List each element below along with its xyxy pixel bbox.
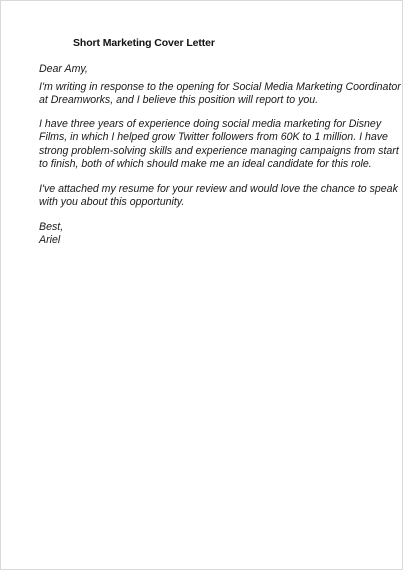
paragraph-opening [39, 81, 401, 108]
salutation-text: Dear Amy, [39, 63, 88, 75]
paragraph-line: strong problem-solving skills and experience managing campaigns from start [39, 144, 399, 157]
paragraph-line: at Dreamworks, and I believe this position will report to you. [39, 94, 319, 107]
paragraph-line: with you about this opportunity. [39, 196, 185, 209]
paragraph-line: I'm writing in response to the opening for Social Media Marketing Coordinator [39, 81, 401, 93]
paragraph-line: to finish, both of which should make me an ideal candidate for this role. [39, 158, 372, 171]
paragraph-closing [39, 183, 398, 210]
paragraph-line: Films, in which I helped grow Twitter followers from 60K to 1 million. I have [39, 131, 388, 144]
sign-off [39, 221, 375, 248]
closing-text: Best, [39, 221, 64, 233]
paragraph-experience [39, 118, 399, 172]
paragraph-line: I have three years of experience doing social media marketing for Disney [39, 118, 382, 130]
signature-text: Ariel [39, 234, 61, 247]
salutation [39, 63, 375, 76]
paragraph-line: I've attached my resume for your review and would love the chance to speak [39, 183, 398, 195]
document-title: Short Marketing Cover Letter [73, 37, 215, 49]
